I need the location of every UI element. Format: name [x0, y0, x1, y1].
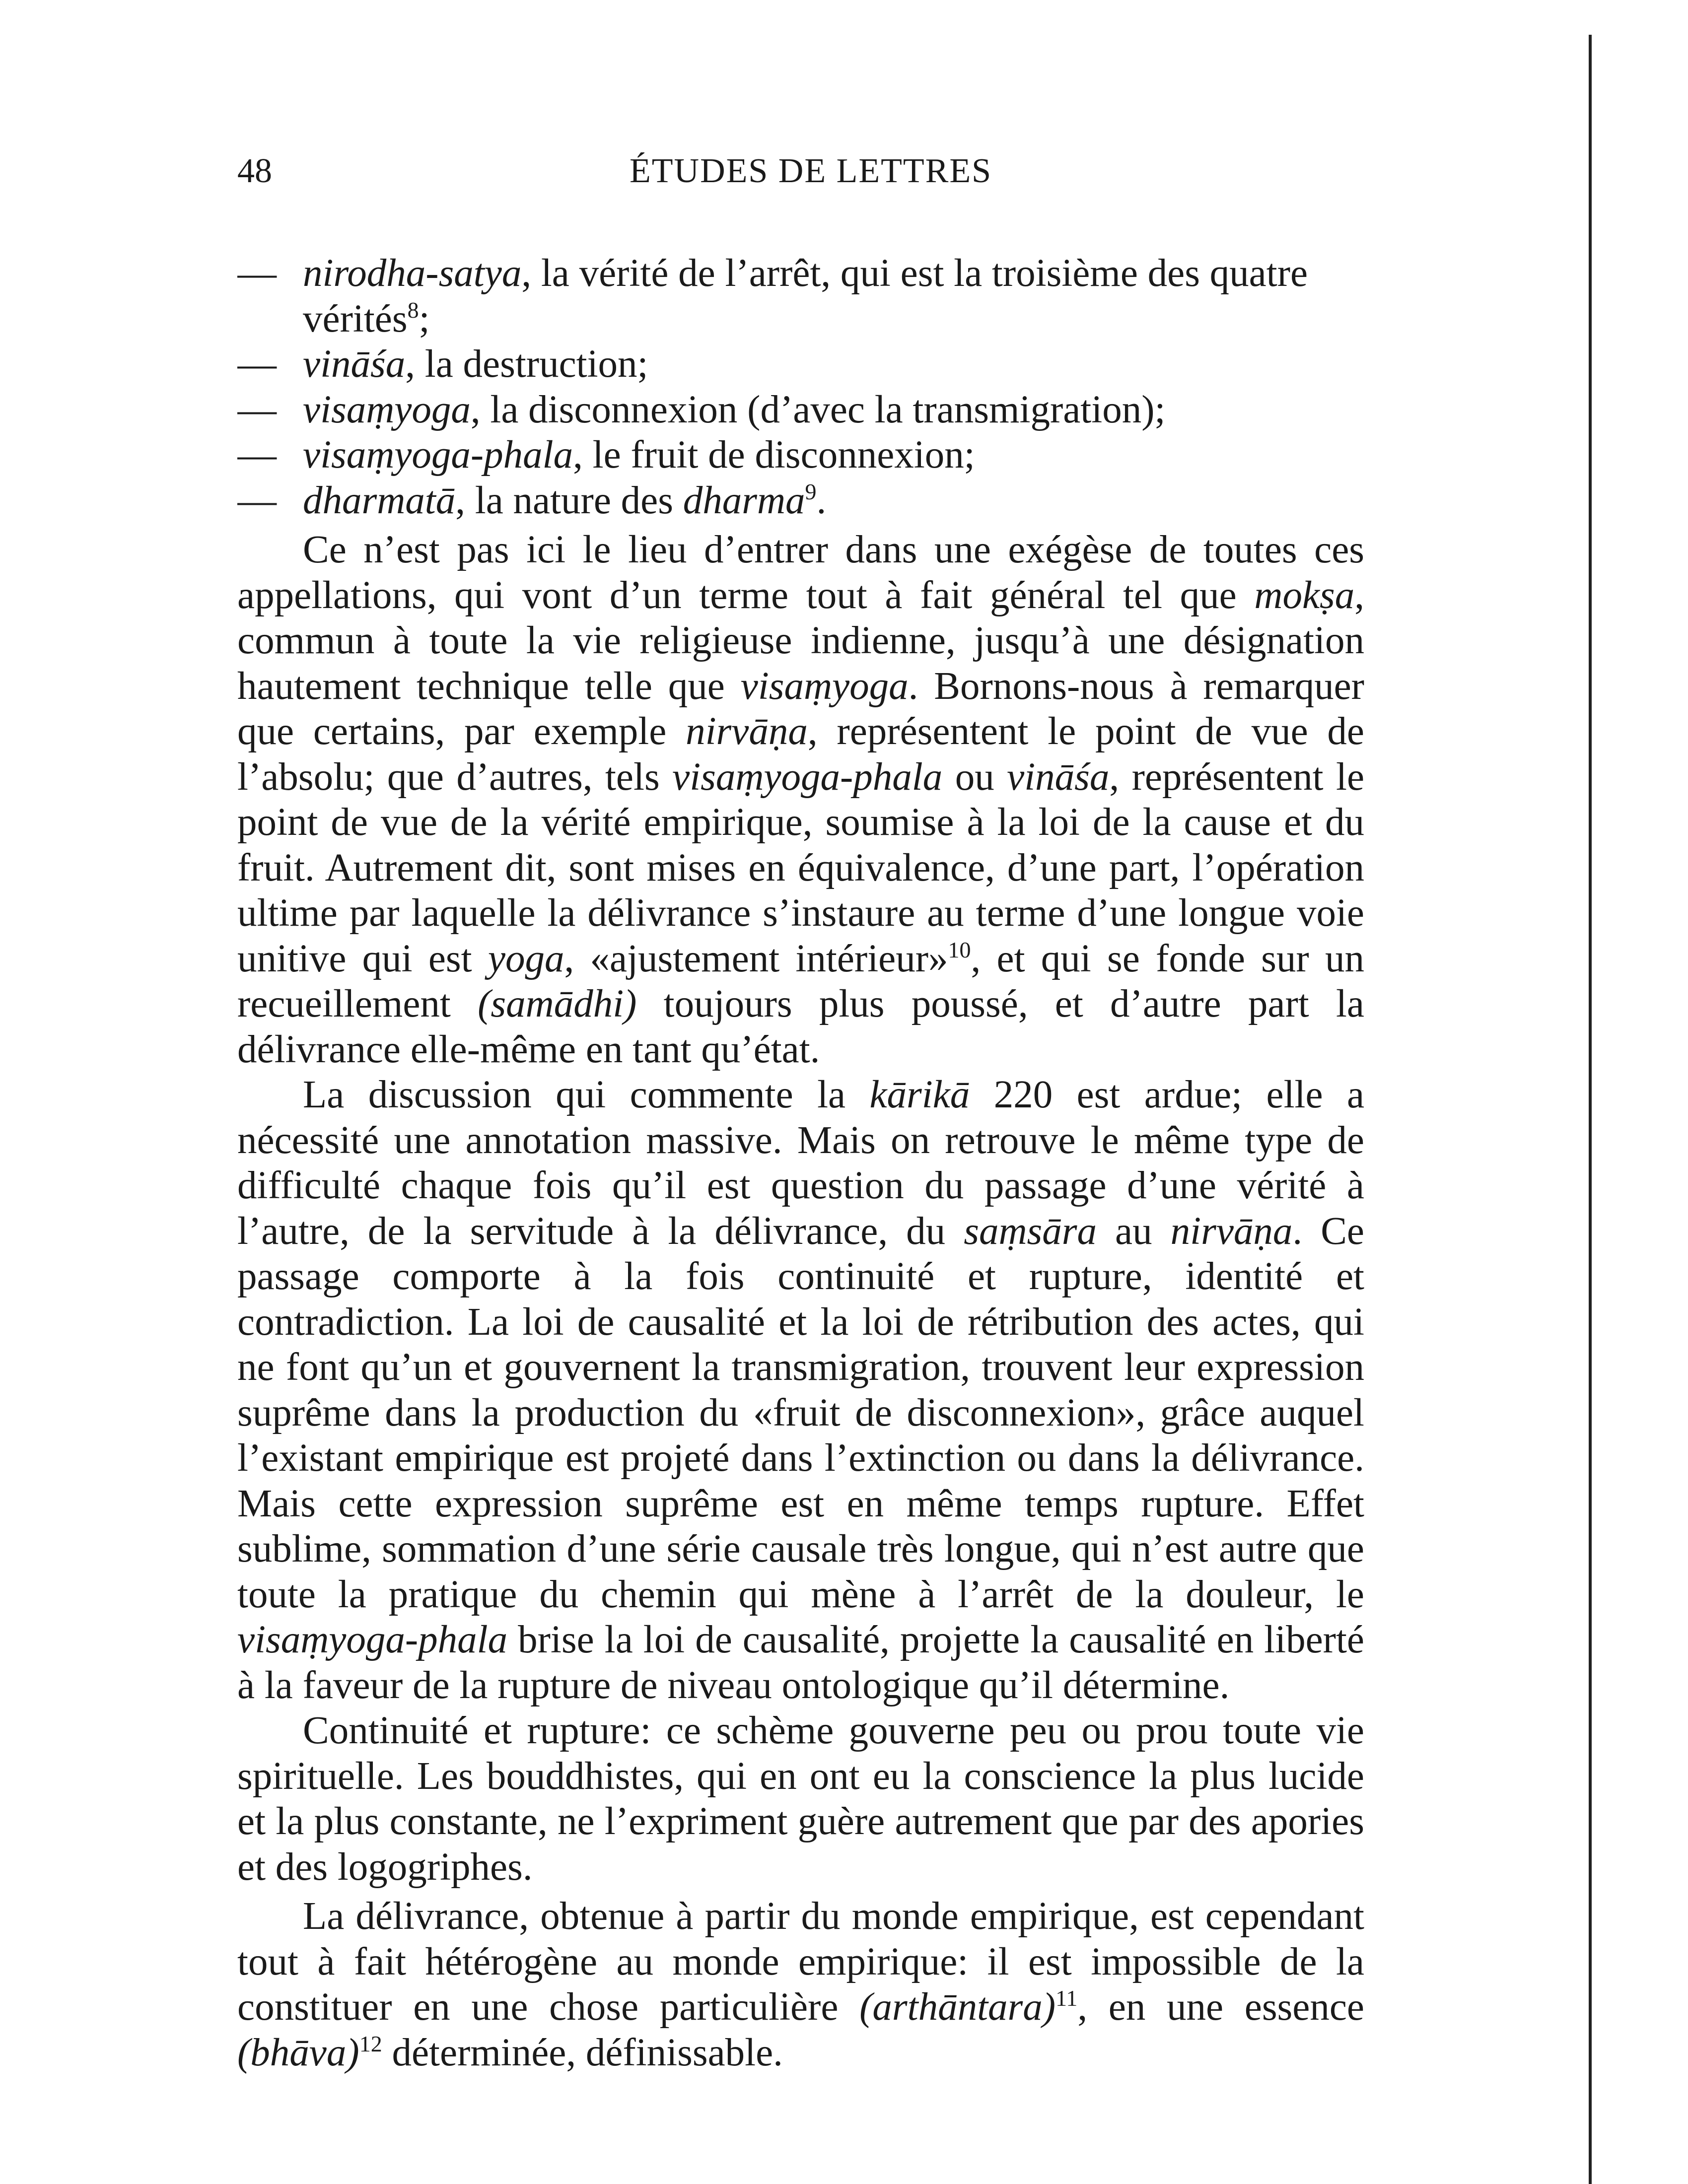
- sanskrit-term: nirodha-satya: [303, 252, 522, 295]
- text-run: 220 est ardue; elle a nécessité une annotation massive. Mais on retrouve le même type de difficulté chaque fois qu’il est question du passage d’une vérité à l’autre, de la servitude à la délivrance, du: [237, 1073, 1364, 1253]
- sanskrit-term: kārikā: [869, 1073, 970, 1116]
- footnote-ref: 11: [1055, 1985, 1078, 2011]
- text-run: ou: [942, 755, 1007, 799]
- footnote-ref: 9: [805, 478, 817, 504]
- running-title: ÉTUDES DE LETTRES: [630, 152, 992, 190]
- sanskrit-term: (bhāva): [237, 2031, 359, 2074]
- list-text: , la vérité de l’arrêt, qui est la troisième des quatre vérités: [303, 252, 1308, 341]
- paragraph-1: [237, 527, 1364, 1072]
- sanskrit-term: dharmatā: [303, 478, 456, 522]
- text-run: . Bornons-nous à remarquer que certains, par exemple: [237, 664, 1364, 753]
- text-run: au: [1097, 1209, 1171, 1253]
- list-dash: —: [237, 478, 277, 522]
- sanskrit-term: visaṃyoga-phala: [237, 1618, 508, 1661]
- text-run: , et qui se fonde sur un recueillement: [237, 937, 1364, 1025]
- list-punct: .: [816, 478, 827, 522]
- list-text: , la disconnexion (d’avec la transmigration);: [470, 388, 1166, 431]
- sanskrit-term: (arthāntara): [859, 1985, 1056, 2029]
- text-run: déterminée, définissable.: [382, 2031, 783, 2074]
- list-dash: —: [237, 388, 277, 431]
- paragraph-4: [237, 1894, 1364, 2075]
- list-item: [237, 478, 1364, 524]
- list-text: , la nature des: [455, 478, 683, 522]
- text-run: La délivrance, obtenue à partir du monde empirique, est cependant tout à fait hétérogène au monde empirique: il est impossible de la constituer en une chose particulière: [237, 1895, 1364, 2029]
- term-list: [237, 251, 1364, 523]
- paragraph-2: [237, 1072, 1364, 1708]
- list-dash: —: [237, 342, 277, 386]
- footnote-ref: 12: [359, 2031, 382, 2056]
- text-run: , «ajustement intérieur»: [564, 937, 948, 980]
- text-run: La discussion qui commente la: [303, 1073, 870, 1116]
- page-header: [237, 146, 1364, 196]
- list-text: , le fruit de disconnexion;: [573, 433, 975, 477]
- sanskrit-term: saṃsāra: [964, 1209, 1097, 1253]
- text-run: brise la loi de causalité, projette la causalité en liberté à la faveur de la rupture de niveau ontologique qu’il détermine.: [237, 1618, 1364, 1707]
- text-run: , en une essence: [1077, 1985, 1364, 2029]
- sanskrit-term: (samādhi): [478, 982, 637, 1025]
- sanskrit-term: visaṃyoga-phala: [672, 755, 943, 799]
- sanskrit-term: yoga: [488, 937, 564, 980]
- sanskrit-term: vināśa: [1007, 755, 1110, 799]
- sanskrit-term: nirvāṇa: [686, 710, 808, 753]
- footnote-ref: 8: [407, 297, 419, 323]
- page-edge-line: [1589, 35, 1592, 2184]
- list-dash: —: [237, 433, 277, 477]
- footnote-ref: 10: [948, 937, 971, 962]
- text-run: , commun à toute la vie religieuse indienne, jusqu’à une désignation hautement technique telle que: [237, 573, 1364, 708]
- list-text: , la destruction;: [405, 342, 648, 386]
- list-item: [237, 341, 1364, 387]
- sanskrit-term: dharma: [683, 478, 805, 522]
- sanskrit-term: nirvāṇa: [1170, 1209, 1293, 1253]
- sanskrit-term: visaṃyoga: [740, 664, 909, 708]
- sanskrit-term: visaṃyoga-phala: [303, 433, 573, 477]
- page-number: 48: [237, 152, 272, 190]
- text-run: toujours plus poussé, et d’autre part la délivrance elle-même en tant qu’état.: [237, 982, 1364, 1071]
- sanskrit-term: mokṣa: [1254, 573, 1355, 617]
- list-item: [237, 251, 1364, 341]
- paragraph-3: [237, 1708, 1364, 1890]
- sanskrit-term: visaṃyoga: [303, 388, 471, 431]
- list-item: [237, 387, 1364, 433]
- text-run: . Ce passage comporte à la fois continuité et rupture, identité et contradiction. La loi de causalité et la loi de rétribution des actes, qui ne font qu’un et gouvernent la transmigration, trouvent leur expression suprême dans la production du «fruit de disconnexion», grâce auquel l’existant empirique est projeté dans l’extinction ou dans la délivrance. Mais cette expression suprême est en même temps rupture. Effet sublime, sommation d’une série causale très longue, qui n’est autre que toute la pratique du chemin qui mène à l’arrêt de la douleur, le: [237, 1209, 1364, 1616]
- sanskrit-term: vināśa: [303, 342, 406, 386]
- list-item: [237, 432, 1364, 478]
- list-dash: —: [237, 252, 277, 295]
- text-run: Continuité et rupture: ce schème gouverne peu ou prou toute vie spirituelle. Les bouddhistes, qui en ont eu la conscience la plus lucide et la plus constante, ne l’expriment guère autrement que par des apories et des logogriphes.: [237, 1709, 1364, 1889]
- list-punct: ;: [419, 297, 430, 341]
- text-run: , représentent le point de vue de l’absolu; que d’autres, tels: [237, 710, 1364, 799]
- body-text: [237, 251, 1364, 2184]
- text-run: , représentent le point de vue de la vérité empirique, soumise à la loi de la cause et du fruit. Autrement dit, sont mises en équivalence, d’une part, l’opération ultime par laquelle la délivrance s’instaure au terme d’une longue voie unitive qui est: [237, 755, 1364, 980]
- text-run: Ce n’est pas ici le lieu d’entrer dans une exégèse de toutes ces appellations, qui vont d’un terme tout à fait général tel que: [237, 528, 1364, 617]
